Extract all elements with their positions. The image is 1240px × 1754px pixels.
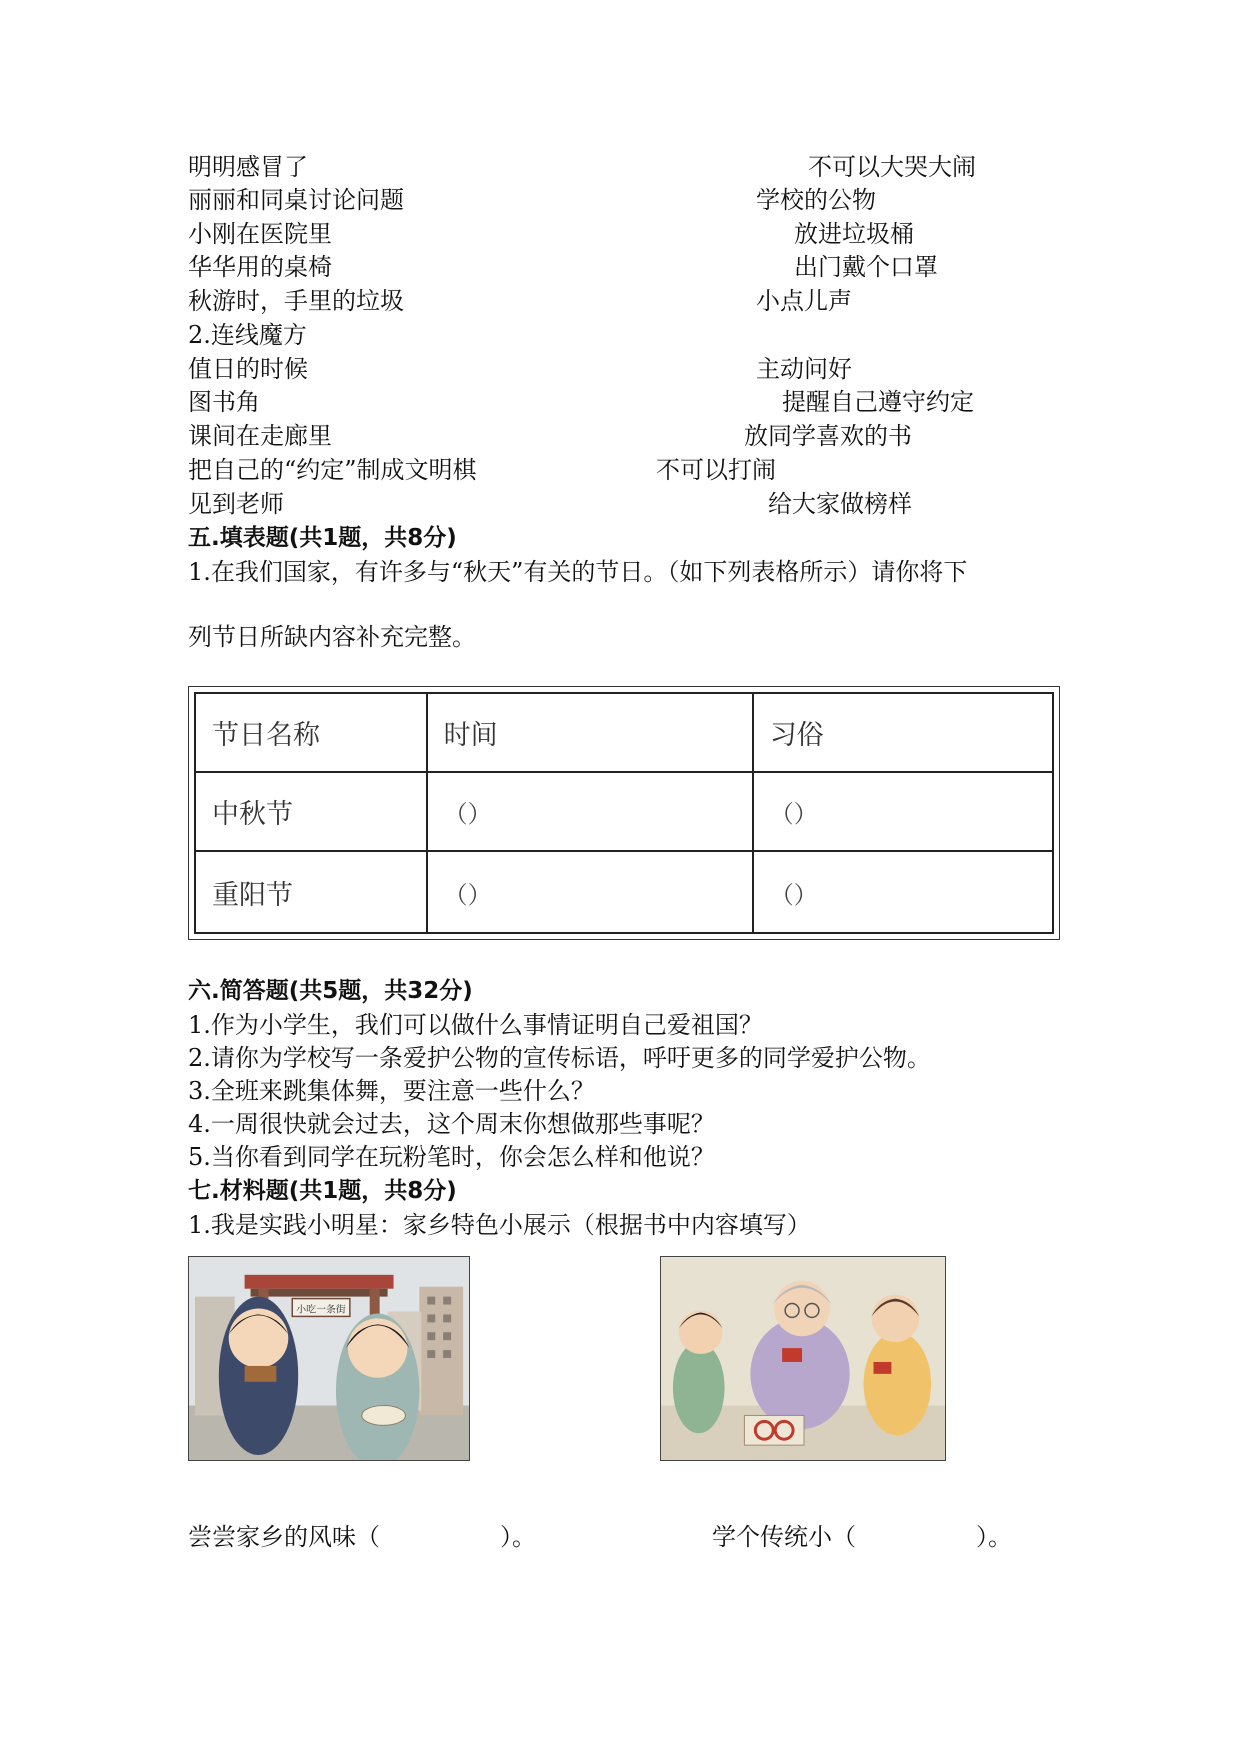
festival-name-cell: 中秋节 (195, 772, 427, 851)
blank-open-paren: （ (443, 800, 468, 829)
time-blank-cell[interactable] (427, 772, 753, 851)
time-blank-cell[interactable] (427, 851, 753, 933)
table-row (195, 851, 1053, 933)
section5-question-line2: 列节日所缺内容补充完整。 (188, 623, 476, 651)
section7-question: 1.我是实践小明星：家乡特色小展示（根据书中内容填写） (188, 1211, 811, 1239)
custom-blank-cell[interactable] (753, 851, 1053, 933)
blank-close-paren: ） (467, 880, 492, 909)
caption-local-flavor: 尝尝家乡的风味（ ）。 (188, 1523, 536, 1551)
match2-right-item: 不可以打闹 (656, 456, 776, 484)
match2-left-item: 图书角 (188, 388, 260, 416)
section5-heading: 五.填表题(共1题，共8分) (188, 525, 457, 551)
table-header-row (195, 693, 1053, 772)
match1-right-item: 不可以大哭大闹 (808, 153, 976, 181)
match2-title: 2.连线魔方 (188, 321, 307, 349)
festival-table (194, 692, 1054, 934)
section6-question: 2.请你为学校写一条爱护公物的宣传标语，呼吁更多的同学爱护公物。 (188, 1044, 931, 1072)
blank-open-paren: （ (443, 880, 468, 909)
blank-open-paren: （ (769, 800, 794, 829)
match2-right-item: 给大家做榜样 (768, 490, 912, 518)
section6-question: 4.一周很快就会过去，这个周末你想做那些事呢？ (188, 1110, 715, 1138)
match2-left-item: 值日的时候 (188, 355, 308, 383)
paper-cutting-illustration (660, 1256, 946, 1461)
match2-left-item: 把自己的“约定”制成文明棋 (188, 456, 477, 484)
match2-right-item: 放同学喜欢的书 (744, 422, 912, 450)
blank-close-paren: ） (467, 800, 492, 829)
section6-heading: 六.简答题(共5题，共32分) (188, 978, 473, 1004)
match1-right-item: 学校的公物 (756, 186, 876, 214)
match2-left-item: 见到老师 (188, 490, 284, 518)
table-header-cell: 节日名称 (195, 693, 427, 772)
table-header-cell: 时间 (427, 693, 753, 772)
match2-right-item: 提醒自己遵守约定 (782, 388, 974, 416)
match1-right-item: 放进垃圾桶 (794, 220, 914, 248)
section5-question-line1: 1.在我们国家，有许多与“秋天”有关的节日。（如下列表格所示）请你将下 (188, 558, 968, 586)
caption-traditional-craft: 学个传统小（ ）。 (712, 1523, 1012, 1551)
match1-right-item: 小点儿声 (756, 287, 852, 315)
blank-open-paren: （ (769, 880, 794, 909)
match1-left-item: 明明感冒了 (188, 153, 308, 181)
festival-table-frame (188, 686, 1060, 940)
blank-close-paren: ） (793, 800, 818, 829)
section6-question: 5.当你看到同学在玩粉笔时，你会怎么样和他说？ (188, 1143, 715, 1171)
table-row (195, 772, 1053, 851)
match1-left-item: 华华用的桌椅 (188, 253, 332, 281)
match1-left-item: 丽丽和同桌讨论问题 (188, 186, 404, 214)
custom-blank-cell[interactable] (753, 772, 1053, 851)
match2-right-item: 主动问好 (756, 355, 852, 383)
section7-heading: 七.材料题(共1题，共8分) (188, 1178, 457, 1204)
gate-sign-text: 小吃一条街 (296, 1304, 346, 1316)
match1-left-item: 秋游时，手里的垃圾 (188, 287, 404, 315)
match2-left-item: 课间在走廊里 (188, 422, 332, 450)
section6-question: 1.作为小学生，我们可以做什么事情证明自己爱祖国？ (188, 1011, 763, 1039)
blank-close-paren: ） (793, 880, 818, 909)
section6-question: 3.全班来跳集体舞，要注意一些什么？ (188, 1077, 595, 1105)
table-header-cell: 习俗 (753, 693, 1053, 772)
snack-street-illustration (188, 1256, 470, 1461)
match1-right-item: 出门戴个口罩 (794, 253, 938, 281)
festival-name-cell: 重阳节 (195, 851, 427, 933)
match1-left-item: 小刚在医院里 (188, 220, 332, 248)
